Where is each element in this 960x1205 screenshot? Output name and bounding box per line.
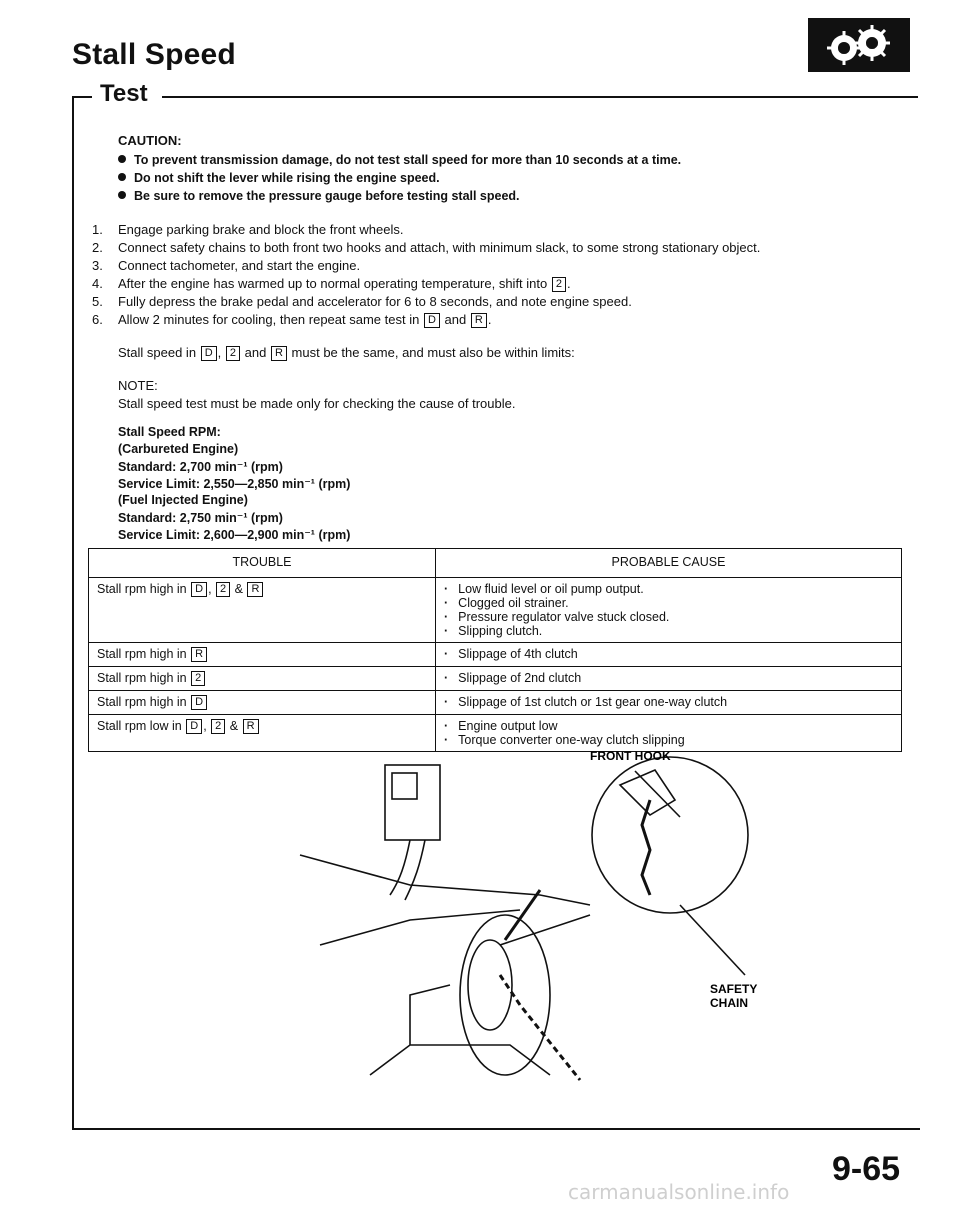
caution-text: Do not shift the lever while rising the engine speed. xyxy=(134,171,440,185)
trouble-cell: Stall rpm high in D , 2 & R xyxy=(89,578,436,643)
cause-cell xyxy=(436,691,902,715)
limits-text: must be the same, and must also be within limits: xyxy=(291,345,575,360)
note-label: NOTE: xyxy=(118,378,158,393)
table-row xyxy=(89,643,902,667)
bullet-icon xyxy=(118,173,126,181)
spec-line: Standard: 2,700 min⁻¹ (rpm) xyxy=(118,460,283,474)
step-number: 1. xyxy=(92,222,103,237)
trouble-table xyxy=(88,548,902,752)
step-text: Fully depress the brake pedal and accelerator for 6 to 8 seconds, and note engine speed. xyxy=(118,294,632,309)
cause-item: · Low fluid level or oil pump output. xyxy=(444,582,893,596)
step-number: 5. xyxy=(92,294,103,309)
cause-item: · Slippage of 2nd clutch xyxy=(444,671,893,685)
step-item xyxy=(92,312,491,328)
cause-item: · Pressure regulator valve stuck closed. xyxy=(444,610,893,624)
column-header-cause: PROBABLE CAUSE xyxy=(436,549,902,578)
step-number: 3. xyxy=(92,258,103,273)
trouble-cell: Stall rpm low in D , 2 & R xyxy=(89,715,436,752)
step-tail: . xyxy=(487,312,492,327)
caution-text: Be sure to remove the pressure gauge before testing stall speed. xyxy=(134,189,520,203)
step-tail: . xyxy=(567,276,571,291)
trouble-cell xyxy=(89,667,436,691)
caution-item xyxy=(118,189,520,203)
caution-title: CAUTION: xyxy=(118,133,182,148)
spec-line: Service Limit: 2,600—2,900 min⁻¹ (rpm) xyxy=(118,528,351,542)
step-item xyxy=(92,258,360,273)
cause-item: · Engine output low xyxy=(444,719,893,733)
table-row xyxy=(89,667,902,691)
gear-position-box: 2 xyxy=(552,277,566,292)
caution-text: To prevent transmission damage, do not test stall speed for more than 10 seconds at a time. xyxy=(134,153,682,167)
page-title: Stall Speed xyxy=(72,38,236,71)
spec-line: (Fuel Injected Engine) xyxy=(118,493,248,507)
caution-item xyxy=(118,153,681,167)
step-item xyxy=(92,294,632,309)
spec-line: Stall Speed RPM: xyxy=(118,425,221,439)
trouble-text: Stall rpm high in xyxy=(97,647,187,661)
step-number: 4. xyxy=(92,276,103,291)
limits-line: Stall speed in D , 2 and R must be the same, and must also be within limits: xyxy=(118,345,575,360)
gear-position-box: D xyxy=(424,313,440,328)
bullet-icon xyxy=(118,155,126,163)
note-text: Stall speed test must be made only for checking the cause of trouble. xyxy=(118,396,516,411)
spec-line: Service Limit: 2,550—2,850 min⁻¹ (rpm) xyxy=(118,477,351,491)
limits-text: Stall speed in xyxy=(118,345,197,360)
gear-position-box: 2 xyxy=(226,346,240,361)
step-item xyxy=(92,222,403,237)
gear-position-box: R xyxy=(471,313,487,328)
gear-position-box: 2 xyxy=(216,582,230,597)
column-header-trouble: TROUBLE xyxy=(89,549,436,578)
cause-item: · Torque converter one-way clutch slipping xyxy=(444,733,893,747)
step-number: 6. xyxy=(92,312,103,327)
step-item xyxy=(92,276,571,292)
table-row xyxy=(89,691,902,715)
gear-position-box: R xyxy=(191,647,207,662)
tachometer-icon xyxy=(385,765,440,840)
table-header-row xyxy=(89,549,902,578)
step-text: Engage parking brake and block the front wheels. xyxy=(118,222,404,237)
safety-chain-leader xyxy=(680,905,745,975)
step-text: Connect safety chains to both front two hooks and attach, with minimum slack, to some strong stationary object. xyxy=(118,240,761,255)
trouble-text: Stall rpm high in xyxy=(97,582,187,596)
safety-label: SAFETY xyxy=(710,982,758,996)
tachometer-dial xyxy=(392,773,417,799)
spec-line: (Carbureted Engine) xyxy=(118,442,239,456)
gear-position-box: R xyxy=(271,346,287,361)
cause-item: · Slippage of 1st clutch or 1st gear one-way clutch xyxy=(444,695,893,709)
gear-position-box: D xyxy=(201,346,217,361)
cause-item: · Clogged oil strainer. xyxy=(444,596,893,610)
gear-icon xyxy=(808,18,910,72)
cause-cell xyxy=(436,667,902,691)
tachometer-cable xyxy=(390,840,425,900)
caution-item xyxy=(118,171,440,185)
cause-cell xyxy=(436,643,902,667)
step-text: Allow 2 minutes for cooling, then repeat same test in xyxy=(118,312,420,327)
spec-line: Standard: 2,750 min⁻¹ (rpm) xyxy=(118,511,283,525)
car-hood-line xyxy=(300,855,590,905)
cause-item: · Slipping clutch. xyxy=(444,624,893,638)
step-number: 2. xyxy=(92,240,103,255)
front-hook-label: FRONT HOOK xyxy=(590,749,671,763)
gear-position-box: D xyxy=(186,719,202,734)
table-row xyxy=(89,578,902,643)
gear-position-box: R xyxy=(247,582,263,597)
hook-detail-circle xyxy=(592,757,748,913)
trouble-cell xyxy=(89,691,436,715)
trouble-text: Stall rpm high in xyxy=(97,695,187,709)
trouble-cell xyxy=(89,643,436,667)
section-heading: Test xyxy=(100,80,148,107)
step-item xyxy=(92,240,760,255)
page-number: 9-65 xyxy=(832,1150,901,1188)
gear-position-box: D xyxy=(191,582,207,597)
chain-label: CHAIN xyxy=(710,996,748,1010)
gear-position-box: R xyxy=(243,719,259,734)
gear-position-box: D xyxy=(191,695,207,710)
cause-cell xyxy=(436,578,902,643)
stall-test-illustration xyxy=(290,745,770,1095)
cause-item: · Slippage of 4th clutch xyxy=(444,647,893,661)
trouble-text: Stall rpm high in xyxy=(97,671,187,685)
bullet-icon xyxy=(118,191,126,199)
trouble-text: Stall rpm low in xyxy=(97,719,182,733)
gear-position-box: 2 xyxy=(211,719,225,734)
limits-connector: and xyxy=(244,345,267,360)
gear-position-box: 2 xyxy=(191,671,205,686)
step-connector: and xyxy=(444,312,467,327)
step-text: Connect tachometer, and start the engine. xyxy=(118,258,361,273)
watermark[interactable]: carmanualsonline.info xyxy=(568,1180,790,1204)
step-text: After the engine has warmed up to normal operating temperature, shift into xyxy=(118,276,548,291)
